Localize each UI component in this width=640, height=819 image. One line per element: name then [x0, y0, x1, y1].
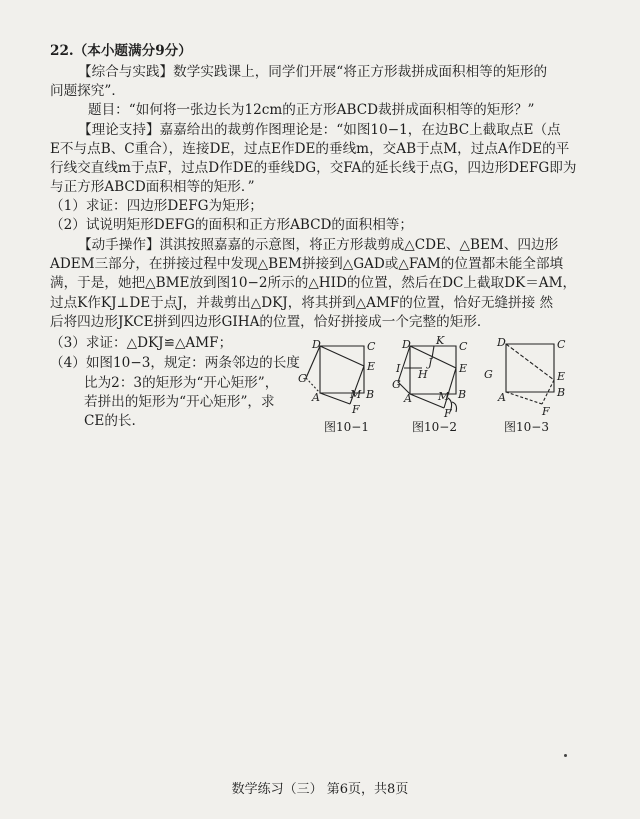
label-k: K — [436, 336, 445, 347]
label-g: G — [484, 368, 493, 381]
question-4-line-2: 比为2：3的矩形为“开心矩形”， — [84, 375, 279, 391]
stray-mark — [564, 754, 567, 757]
label-g: G — [298, 372, 307, 385]
figure-10-2-diagram — [392, 336, 484, 418]
question-3: （3）求证：△DKJ≌△AMF； — [50, 335, 233, 351]
label-b: B — [366, 388, 375, 401]
topic-line: 题目：“如何将一张边长为12cm的正方形ABCD裁拼成面积相等的矩形？” — [88, 102, 535, 118]
question-4-line-1: （4）如图10−3，规定：两条邻边的长度 — [50, 355, 300, 371]
figure-10-2-caption: 图10−2 — [412, 420, 457, 434]
label-f: F — [352, 403, 360, 416]
label-h: H — [418, 368, 428, 381]
label-c: C — [459, 340, 468, 353]
label-d: D — [312, 338, 321, 351]
operation-line-4: 过点K作KJ⊥DE于点J，并裁剪出△DKJ，将其拼到△AMF的位置，恰好无缝拼接 然 — [50, 295, 554, 311]
question-1: （1）求证：四边形DEFG为矩形； — [50, 198, 263, 214]
segment-af — [320, 393, 350, 404]
label-c: C — [367, 340, 376, 353]
operation-line-5: 后将四边形JKCE拼到四边形GIHA的位置，恰好拼接成一个完整的矩形． — [50, 314, 491, 330]
label-c: C — [557, 338, 566, 351]
label-a: A — [498, 391, 506, 404]
question-4-line-4: CE的长. — [84, 413, 136, 429]
label-f: F — [444, 407, 452, 418]
figure-10-1-diagram — [298, 338, 390, 416]
label-b: B — [557, 386, 566, 399]
theory-line-1: 【理论支持】嘉嘉给出的裁剪作图理论是：“如图10−1，在边BC上截取点E（点 — [78, 122, 561, 138]
intro-line-1: 【综合与实践】数学实践课上，同学们开展“将正方形裁拼成面积相等的矩形的 — [78, 64, 548, 80]
question-4-line-3: 若拼出的矩形为“开心矩形”，求 — [84, 394, 275, 410]
theory-line-3: 行线交直线m于点F，过点D作DE的垂线DG，交FA的延长线于点G，四边形DEFG即为 — [50, 160, 577, 176]
operation-line-1: 【动手操作】淇淇按照嘉嘉的示意图，将正方形裁剪成△CDE、△BEM、四边形 — [78, 237, 559, 253]
figure-10-1-caption: 图10−1 — [324, 420, 369, 434]
label-i: I — [396, 362, 401, 375]
square-abcd — [320, 346, 364, 393]
operation-line-3: 满，于是，她把△BME放到图10−2所示的△HID的位置，然后在DC上截取DK＝AM， — [50, 275, 577, 291]
label-a: A — [404, 392, 412, 405]
theory-line-4: 与正方形ABCD面积相等的矩形．” — [50, 179, 255, 195]
page-footer: 数学练习（三） 第6页，共8页 — [231, 782, 409, 797]
label-m: M — [350, 388, 362, 401]
label-d: D — [497, 336, 506, 349]
label-b: B — [458, 388, 467, 401]
label-e: E — [557, 370, 566, 383]
problem-header: 22.（本小题满分9分） — [50, 43, 192, 59]
label-d: D — [402, 338, 411, 351]
label-a: A — [312, 391, 320, 404]
square-abcd — [506, 344, 554, 392]
segment-de — [506, 344, 554, 380]
label-g: G — [392, 378, 401, 391]
question-2: （2）试说明矩形DEFG的面积和正方形ABCD的面积相等； — [50, 217, 413, 233]
intro-line-2: 问题探究”． — [50, 83, 125, 99]
operation-line-2: ADEM三部分，在拼接过程中发现△BEM拼接到△GAD或△FAM的位置都未能全部填 — [50, 256, 564, 272]
figure-10-3-diagram — [482, 336, 572, 418]
figure-10-3-caption: 图10−3 — [504, 420, 549, 434]
theory-line-2: E不与点B、C重合），连接DE，过点E作DE的垂线m，交AB于点M，过点A作DE的平 — [50, 141, 570, 157]
label-f: F — [542, 405, 550, 418]
label-e: E — [367, 360, 376, 373]
label-j: J — [428, 356, 433, 369]
segment-de — [320, 346, 364, 366]
label-m: M — [438, 390, 450, 403]
label-e: E — [459, 362, 468, 375]
segment-af — [506, 392, 542, 404]
